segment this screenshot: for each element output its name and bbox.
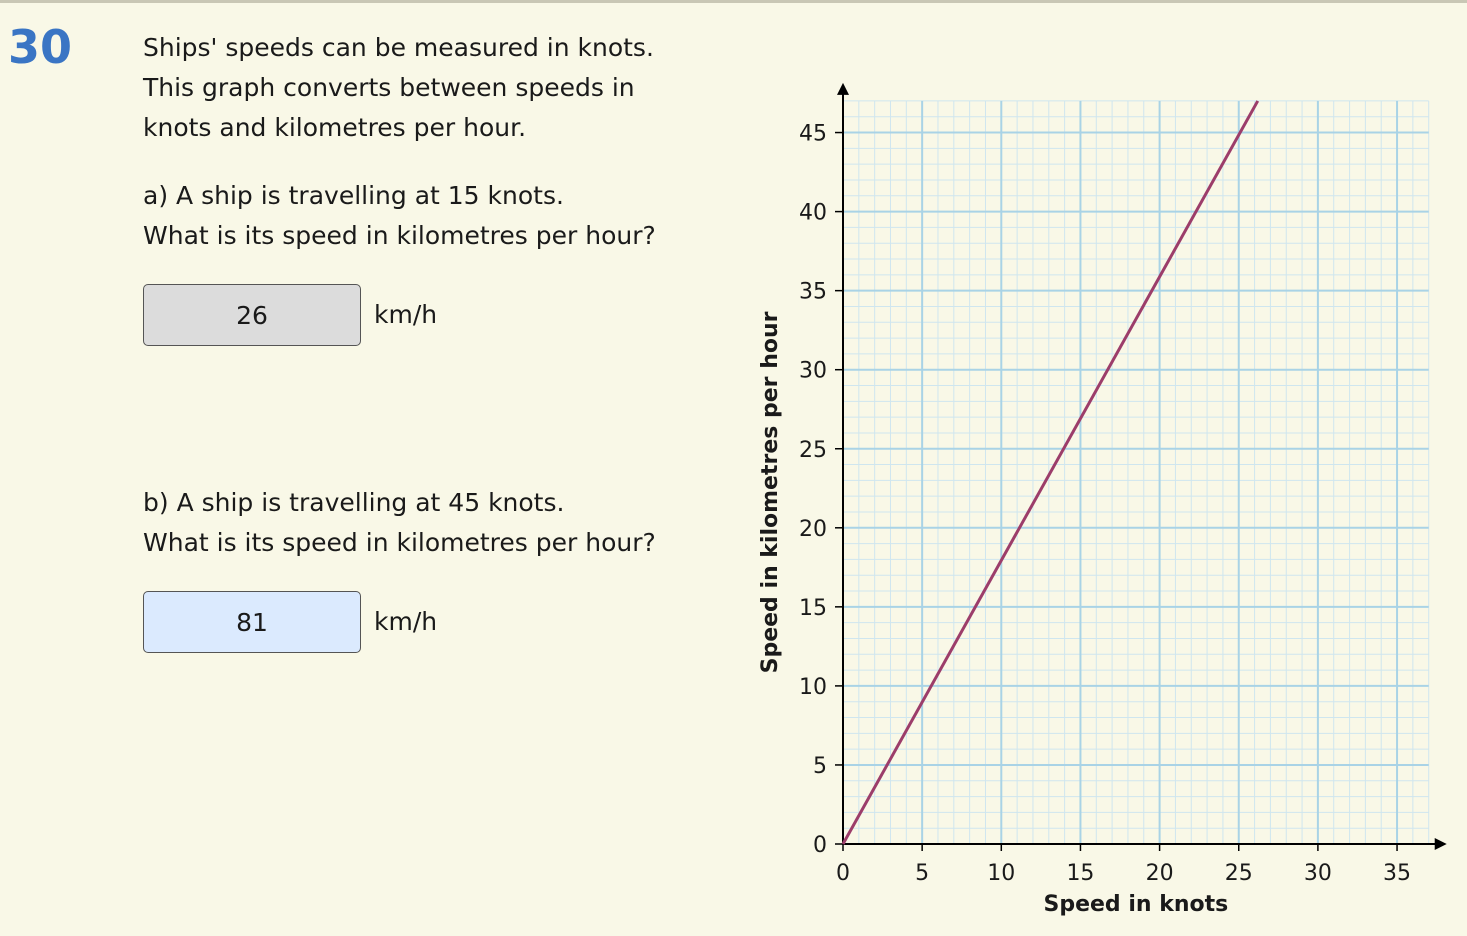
part-b-unit: km/h (374, 607, 438, 636)
y-axis-arrow (837, 83, 849, 95)
chart-axes (837, 83, 1447, 850)
y-tick-label: 30 (799, 358, 827, 384)
x-tick-label: 5 (915, 861, 930, 886)
part-b-line-2: What is its speed in kilometres per hour? (143, 528, 656, 557)
top-rule (0, 0, 1467, 3)
part-a-line-2: What is its speed in kilometres per hour? (143, 221, 656, 250)
y-tick-label: 40 (799, 200, 827, 226)
x-axis-label: Speed in knots (1043, 892, 1229, 917)
chart-grid (843, 101, 1429, 844)
y-tick-label: 20 (799, 516, 827, 542)
y-tick-label: 45 (799, 121, 827, 147)
question-number: 30 (8, 20, 73, 74)
intro-line-2: This graph converts between speeds in (143, 73, 635, 102)
part-a-answer-input[interactable]: 26 (143, 284, 361, 346)
conversion-chart (750, 70, 1460, 930)
x-tick-label: 15 (1066, 861, 1095, 886)
part-a-line-1: a) A ship is travelling at 15 knots. (143, 181, 564, 210)
x-tick-label: 35 (1383, 861, 1412, 886)
y-tick-label: 35 (799, 279, 827, 305)
y-axis-label: Speed in kilometres per hour (758, 311, 783, 674)
part-a-unit: km/h (374, 300, 438, 329)
x-tick-label: 10 (987, 861, 1016, 886)
x-axis-arrow (1435, 838, 1447, 850)
x-tick-label: 25 (1224, 861, 1253, 886)
x-tick-label: 0 (836, 861, 850, 886)
y-tick-label: 5 (813, 753, 827, 779)
y-tick-label: 0 (813, 833, 827, 858)
part-b-answer-input[interactable]: 81 (143, 591, 361, 653)
x-tick-label: 20 (1145, 861, 1174, 886)
x-tick-label: 30 (1303, 861, 1332, 886)
intro-line-1: Ships' speeds can be measured in knots. (143, 33, 654, 62)
part-b-line-1: b) A ship is travelling at 45 knots. (143, 488, 565, 517)
y-tick-label: 10 (799, 674, 827, 700)
y-tick-label: 25 (799, 437, 827, 463)
intro-line-3: knots and kilometres per hour. (143, 113, 527, 142)
y-tick-label: 15 (799, 595, 827, 621)
